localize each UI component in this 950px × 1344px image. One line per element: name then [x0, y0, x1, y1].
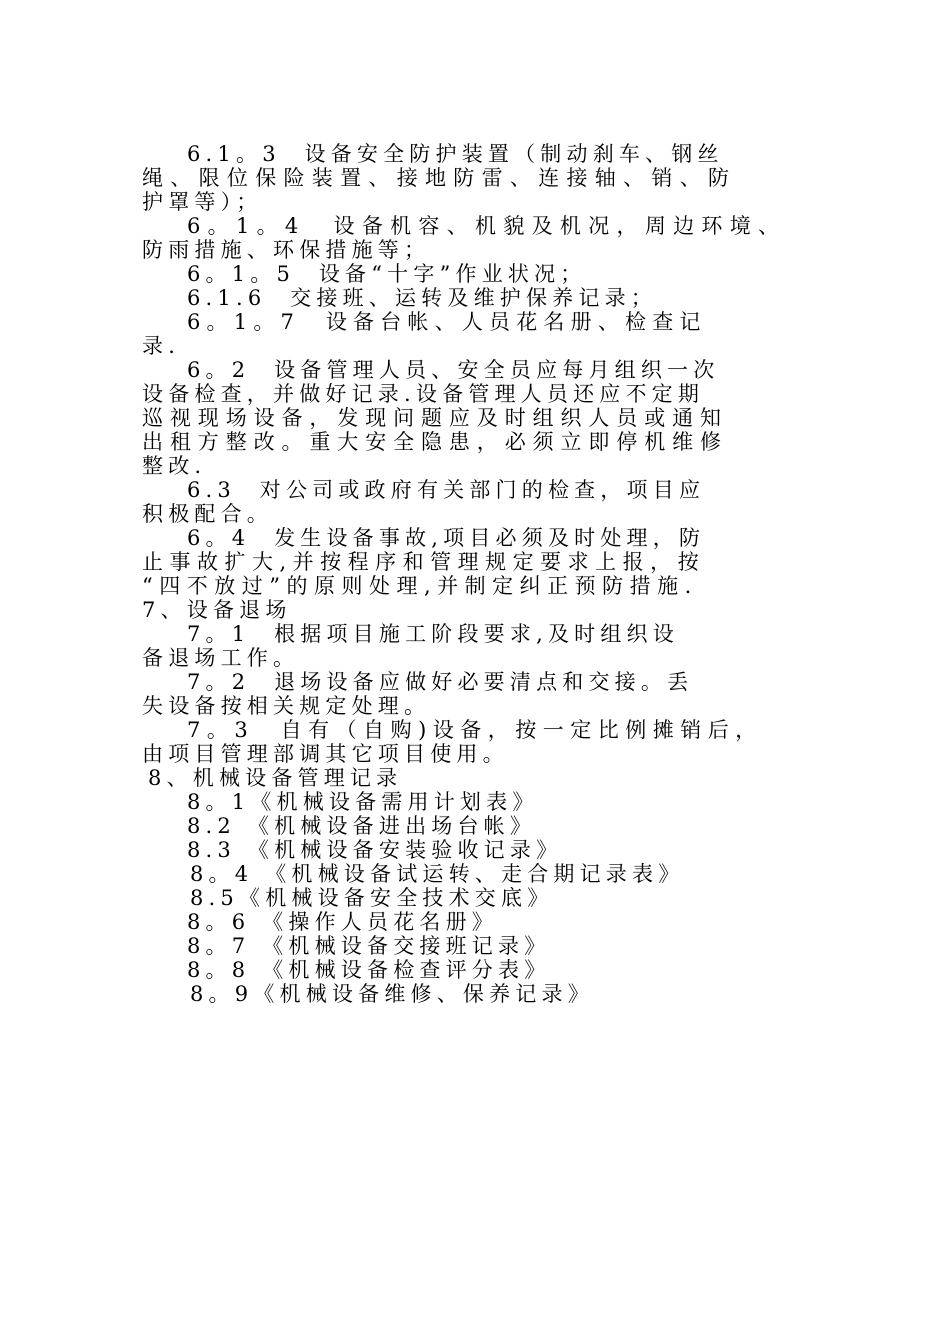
- text-line: 录.: [142, 334, 181, 358]
- text-line: 失设备按相关规定处理。: [142, 694, 431, 718]
- text-line: 6.3 对公司或政府有关部门的检查，项目应: [187, 478, 706, 502]
- text-line: 积极配合。: [142, 502, 273, 526]
- text-line: 8.5《机械设备安全技术交底》: [190, 886, 554, 910]
- text-line: 7。1 根据项目施工阶段要求,及时组织设: [187, 622, 679, 646]
- text-line: 8。8 《机械设备检查评分表》: [187, 958, 551, 982]
- text-line: 8。9《机械设备维修、保养记录》: [190, 982, 594, 1006]
- text-line: 8。6 《操作人员花名册》: [187, 910, 498, 934]
- text-line: 8。4 《机械设备试运转、走合期记录表》: [190, 862, 685, 886]
- text-line: 6。4 发生设备事故,项目必须及时处理，防: [187, 526, 706, 550]
- text-line: “四不放过”的原则处理,并制定纠正预防措施.: [142, 574, 698, 598]
- text-line: 8。1《机械设备需用计划表》: [187, 790, 539, 814]
- text-line: 6。1。5 设备“十字”作业状况；: [187, 262, 587, 286]
- text-line: 防雨措施、环保措施等；: [142, 238, 431, 262]
- text-line: 备退场工作。: [142, 646, 300, 670]
- text-line: 绳、限位保险装置、接地防雷、连接轴、销、防: [142, 166, 737, 190]
- text-line: 出租方整改。重大安全隐患，必须立即停机维修: [142, 430, 728, 454]
- text-line: 8、机械设备管理记录: [148, 766, 403, 790]
- text-line: 6。1。4 设备机容、机貌及机况，周边环境、: [187, 214, 787, 238]
- text-line: 8。7 《机械设备交接班记录》: [187, 934, 551, 958]
- text-line: 8.3 《机械设备安装验收记录》: [187, 838, 563, 862]
- text-line: 护罩等）；: [142, 190, 263, 214]
- text-line: 6。1。7 设备台帐、人员花名册、检查记: [187, 310, 707, 334]
- text-line: 设备检查，并做好记录.设备管理人员还应不定期: [142, 382, 705, 406]
- text-line: 7。2 退场设备应做好必要清点和交接。丢: [187, 670, 694, 694]
- text-line: 6.1。3 设备安全防护装置（制动刹车、钢丝: [187, 142, 724, 166]
- text-line: 6。2 设备管理人员、安全员应每月组织一次: [187, 358, 720, 382]
- text-line: 7、设备退场: [142, 598, 292, 622]
- text-line: 巡视现场设备，发现问题应及时组织人员或通知: [142, 406, 728, 430]
- text-line: 止事故扩大,并按程序和管理规定要求上报，按: [142, 550, 706, 574]
- text-line: 7。3 自有（自购)设备，按一定比例摊销后，: [187, 718, 763, 742]
- text-line: 6.1.6 交接班、运转及维护保养记录；: [187, 286, 657, 310]
- text-line: 由项目管理部调其它项目使用。: [142, 742, 509, 766]
- text-line: 8.2 《机械设备进出场台帐》: [187, 814, 537, 838]
- text-line: 整改.: [142, 454, 207, 478]
